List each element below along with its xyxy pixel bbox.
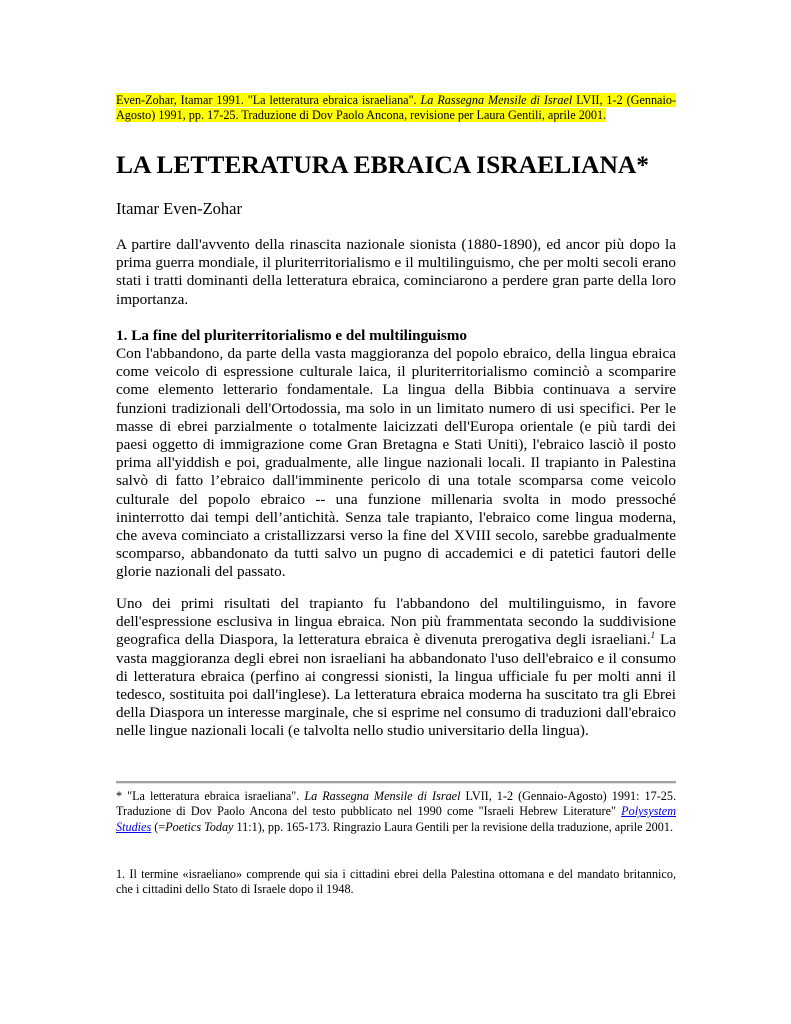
citation-journal: La Rassegna Mensile di Israel: [420, 93, 573, 107]
footnote-star: [116, 789, 676, 835]
footnote-star-b: LVII, 1-2 (Gennaio-Agosto) 1991: 17-25. Traduzione di Dov Paolo Ancona del testo pubblicato nel 1990 come "Israeli Hebrew Literature": [116, 789, 677, 819]
citation-text-2: LVII, 1-2 (Gennaio-Agosto) 1991, pp. 17-25. Traduzione di Dov Paolo Ancona, revisione per Laura Gentili, aprile 2001.: [116, 93, 676, 122]
footnote-star-poetics: Poetics Today: [165, 819, 234, 834]
footnote-star-journal: La Rassegna Mensile di Israel: [304, 789, 461, 803]
document-title: LA LETTERATURA EBRAICA ISRAELIANA*: [116, 150, 650, 179]
body-paragraph-1: Con l'abbandono, da parte della vasta maggioranza del popolo ebraico, della lingua ebraica come veicolo di espressione culturale laica, il pluriterritorialismo cominciò a scomparire come elemento letterario fondamentale. La lingua della Bibbia continuava a servire funzioni tradizionali dell'Ortodossia, ma solo in un limitato numero di usi specifici. Per le masse di ebrei parzialmente o totalmente laicizzati dell'Europa orientale (e più tardi dei paesi oggetto di immigrazione come Gran Bretagna e Stati Uniti), l'ebraico lasciò il posto prima all'yiddish e poi, gradualmente, alle lingue nazionali locali. Il trapianto in Palestina salvò di fatto l’ebraico dall'imminente pericolo di una totale scomparsa come veicolo culturale del popolo ebraico -- una funzione millenaria svolta in modo pressoché ininterrotto dai tempi dell’antichità. Senza tale trapianto, l'ebraico come lingua moderna, che aveva cominciato a cristallizzarsi verso la fine del XVIII secolo, sarebbe gradualmente scomparso, abbandonato da tutti salvo un pugno di accademici e di patetici fautori delle glorie nazionali del passato.: [116, 345, 676, 581]
footnote-star-a: * "La letteratura ebraica israeliana".: [116, 789, 300, 803]
citation-highlight: [116, 93, 676, 122]
body-paragraph-2: [116, 595, 676, 741]
footnote-separator: [116, 781, 676, 784]
footnote-marker[interactable]: 1: [650, 630, 656, 641]
intro-paragraph: A partire dall'avvento della rinascita nazionale sionista (1880-1890), ed ancor più dopo la prima guerra mondiale, il pluriterritorialismo e il multilinguismo, che per molti secoli erano stati i tratti dominanti della letteratura ebraica, cominciarono a perdere gran parte della loro importanza.: [116, 236, 676, 308]
author-name: Itamar Even-Zohar: [116, 199, 242, 218]
body-paragraph-2-a: Uno dei primi risultati del trapianto fu l'abbandono del multilinguismo, in favore dell'espressione esclusiva in lingua ebraica. Non più frammentata secondo la suddivisione geografica della Diaspora, la letteratura ebraica è divenuta prerogativa degli israeliani.: [116, 595, 676, 649]
section-heading: 1. La fine del pluriterritorialismo e del multilinguismo: [116, 327, 467, 344]
polysystem-studies-link[interactable]: Polysystem Studies: [116, 804, 676, 834]
footnote-star-c: (=: [154, 819, 166, 834]
footnote-star-d: 11:1), pp. 165-173. Ringrazio Laura Gentili per la revisione della traduzione, aprile 2001.: [236, 819, 674, 834]
footnote-1: 1. Il termine «israeliano» comprende qui sia i cittadini ebrei della Palestina ottomana e del mandato britannico, che i cittadini dello Stato di Israele dopo il 1948.: [116, 867, 676, 897]
citation-text-1: Even-Zohar, Itamar 1991. "La letteratura ebraica israeliana".: [116, 93, 417, 107]
body-paragraph-2-b: La vasta maggioranza degli ebrei non israeliani ha abbandonato l'uso dell'ebraico e il consumo di letteratura ebraica (perfino ai congressi sionisti, la lingua ufficiale fu per molti anni il tedesco, sostituita poi dall'inglese). La letteratura ebraica moderna ha suscitato tra gli Ebrei della Diaspora un interesse marginale, che si esprime nel consumo di traduzioni dall'ebraico nelle lingue nazionali locali (e talvolta nello studio universitario della lingua).: [116, 631, 676, 740]
citation-header: [116, 93, 676, 123]
